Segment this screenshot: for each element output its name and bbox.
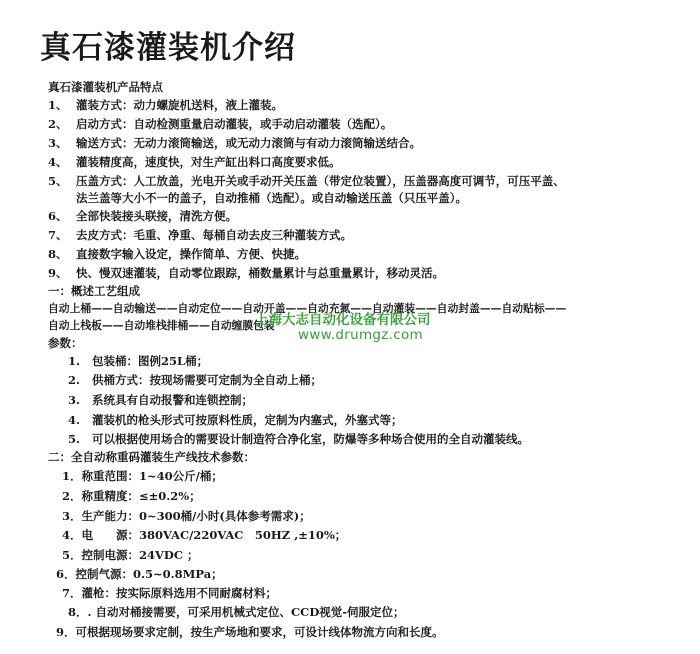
- tech-item-1: 1．称重范围：1~40公斤/桶；: [62, 469, 223, 483]
- feature-item-3: [48, 135, 421, 151]
- feature-item-8: [48, 246, 306, 262]
- tech-item-6: 6．控制气源：0.5~0.8MPa；: [56, 567, 223, 581]
- feature-item-4: [48, 154, 341, 170]
- tech-item-3: 3．生产能力：0~300桶/小时(具体参考需求)；: [62, 509, 311, 523]
- tech-item-9: 9．可根据现场要求定制，按生产场地和要求，可设计线体物流方向和长度。: [56, 625, 444, 639]
- feature-text: 全部快装接头联接，清洗方便。: [76, 209, 237, 223]
- param-num: 4.: [68, 413, 81, 427]
- param-item-3: [68, 392, 253, 408]
- features-heading: 真石漆灌装机产品特点: [48, 80, 163, 94]
- param-num: 3.: [68, 393, 81, 407]
- param-item-5: [68, 431, 529, 447]
- process-line-1: 自动上桶——自动输送——自动定位——自动开盖——自动充氮——自动灌装——自动封盖——自动贴标——: [48, 302, 567, 315]
- process-line-2: 自动上栈板——自动堆栈排桶——自动缠膜包装: [48, 319, 275, 332]
- feature-text: 压盖方式：人工放盖，光电开关或手动开关压盖（带定位装置），压盖器高度可调节，可压平盖、: [76, 174, 565, 188]
- feature-num: 7、: [48, 228, 68, 242]
- feature-text: 灌装精度高，速度快，对生产缸出料口高度要求低。: [76, 155, 341, 169]
- feature-text: 法兰盖等大小不一的盖子，自动推桶（选配）。或自动输送压盖（只压平盖）。: [76, 191, 467, 205]
- tech-item-2: 2．称重精度：≤±0.2%；: [62, 489, 201, 503]
- tech-heading: 二：全自动称重码灌装生产线技术参数：: [48, 450, 255, 464]
- params-heading: 参数：: [48, 336, 83, 350]
- feature-item-9: [48, 265, 444, 281]
- feature-text: 去皮方式：毛重、净重、每桶自动去皮三种灌装方式。: [76, 228, 352, 242]
- param-text: 包装桶：图例25L桶；: [92, 354, 209, 368]
- feature-num: 4、: [48, 155, 68, 169]
- feature-text: 灌装方式：动力螺旋机送料，液上灌装。: [76, 98, 283, 112]
- feature-num: 1、: [48, 98, 68, 112]
- process-heading: 一：概述工艺组成: [48, 284, 140, 298]
- param-item-1: [68, 353, 208, 369]
- feature-num: 3、: [48, 136, 68, 150]
- tech-item-4: 4．电 源：380VAC/220VAC 50HZ ,±10%；: [62, 528, 347, 542]
- feature-item-7: [48, 227, 352, 243]
- feature-item-5: [48, 173, 565, 189]
- param-text: 灌装机的枪头形式可按原料性质，定制为内塞式，外塞式等；: [92, 413, 403, 427]
- tech-item-5: 5．控制电源：24VDC ；: [62, 548, 199, 562]
- feature-item-2: [48, 116, 392, 132]
- param-num: 2.: [68, 373, 81, 387]
- feature-text: 启动方式：自动检测重量启动灌装，或手动启动灌装（选配）。: [76, 117, 393, 131]
- feature-num: 5、: [48, 174, 68, 188]
- feature-text: 直接数字输入设定，操作简单、方便、快捷。: [76, 247, 306, 261]
- feature-num: 6、: [48, 209, 68, 223]
- watermark-company: 上海大志自动化设备有限公司: [255, 312, 431, 328]
- param-num: 5.: [68, 432, 81, 446]
- tech-item-7: 7．灌枪：按实际原料选用不同耐腐材料；: [62, 586, 277, 600]
- param-text: 供桶方式：按现场需要可定制为全自动上桶；: [92, 373, 322, 387]
- feature-text: 输送方式：无动力滚筒输送，或无动力滚筒与有动力滚筒输送结合。: [76, 136, 421, 150]
- feature-num: 8、: [48, 247, 68, 261]
- tech-item-8: 8．. 自动对桶接需要，可采用机械式定位、CCD视觉-伺服定位；: [68, 605, 405, 619]
- param-num: 1.: [68, 354, 81, 368]
- param-item-4: [68, 412, 403, 428]
- feature-item-6: [48, 208, 237, 224]
- watermark-url: www.drumgz.com: [298, 327, 423, 343]
- param-item-2: [68, 372, 322, 388]
- feature-num: 9、: [48, 266, 68, 280]
- feature-num: 2、: [48, 117, 68, 131]
- feature-item-5-cont: [48, 190, 467, 206]
- param-text: 系统具有自动报警和连锁控制；: [92, 393, 253, 407]
- feature-item-1: [48, 97, 283, 113]
- feature-text: 快、慢双速灌装，自动零位跟踪，桶数量累计与总重量累计，移动灵活。: [76, 266, 444, 280]
- page-title: 真石漆灌装机介绍: [40, 30, 296, 66]
- param-text: 可以根据使用场合的需要设计制造符合净化室，防爆等多种场合使用的全自动灌装线。: [92, 432, 529, 446]
